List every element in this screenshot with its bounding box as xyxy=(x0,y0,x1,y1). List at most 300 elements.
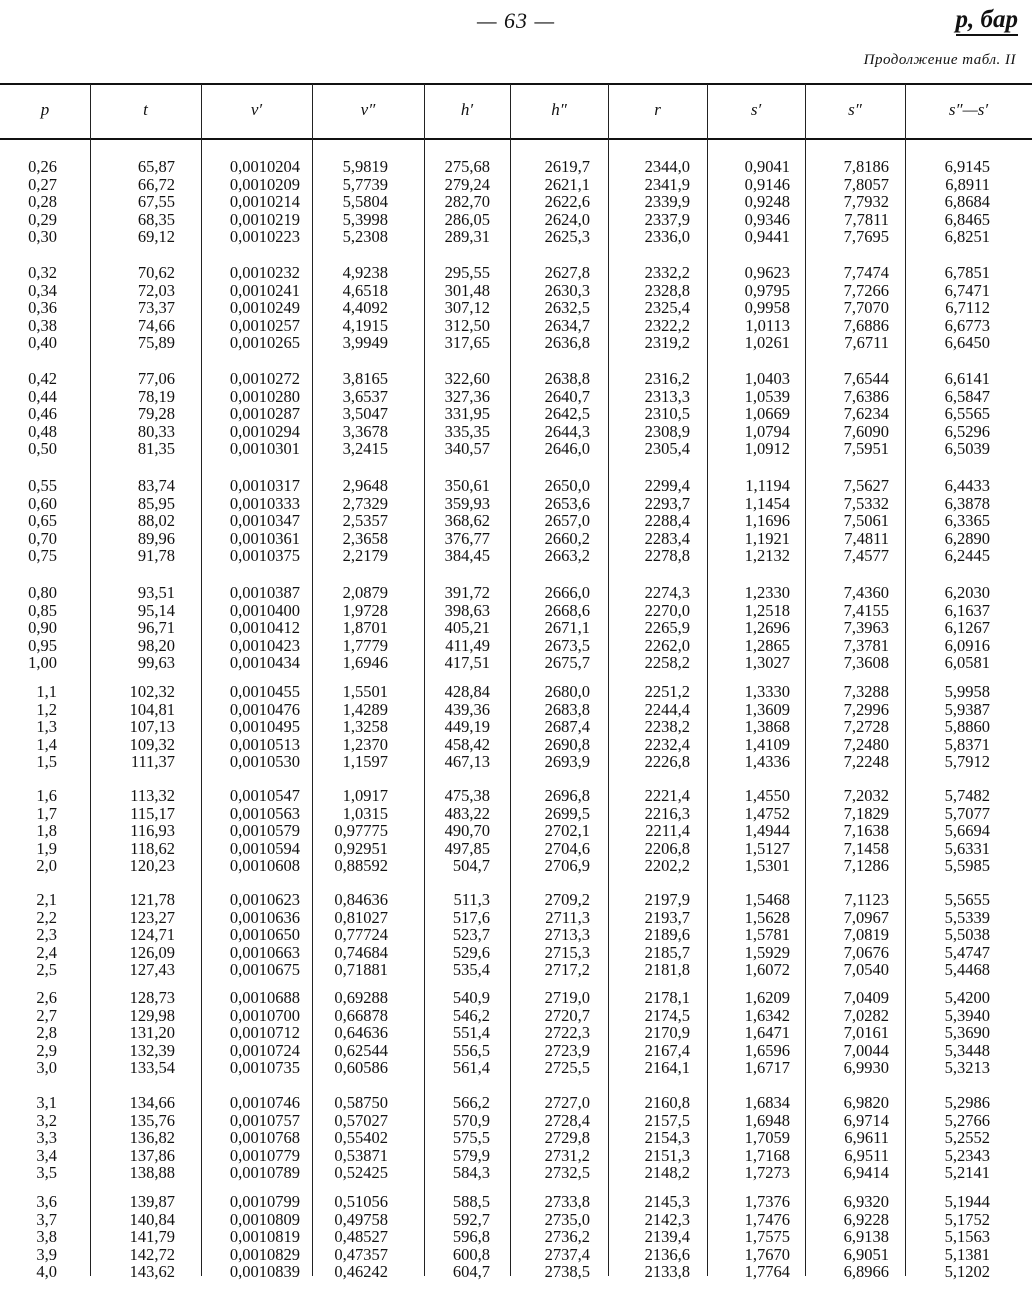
cell-t: 138,88 xyxy=(129,1163,175,1183)
cell-r: 2325,4 xyxy=(644,298,690,318)
cell-p: 0,90 xyxy=(28,618,57,638)
cell-v-double-prime: 0,55402 xyxy=(334,1128,388,1148)
cell-h-prime: 546,2 xyxy=(452,1005,490,1025)
cell-v-prime: 0,0010412 xyxy=(229,618,300,638)
table-row xyxy=(0,282,1032,300)
cell-r: 2133,8 xyxy=(644,1262,690,1282)
cell-h-double-prime: 2736,2 xyxy=(544,1227,590,1247)
cell-h-double-prime: 2719,0 xyxy=(544,988,590,1007)
cell-t: 128,73 xyxy=(129,988,175,1007)
cell-h-prime: 286,05 xyxy=(444,209,490,229)
table-row xyxy=(0,1024,1032,1042)
cell-v-double-prime: 0,46242 xyxy=(334,1262,388,1282)
cell-v-double-prime: 0,66878 xyxy=(334,1005,388,1025)
cell-h-double-prime: 2687,4 xyxy=(544,717,590,737)
cell-h-double-prime: 2680,0 xyxy=(544,682,590,701)
cell-r: 2211,4 xyxy=(645,821,690,841)
cell-h-double-prime: 2622,6 xyxy=(544,192,590,212)
cell-t: 91,78 xyxy=(137,546,175,566)
cell-s-prime: 1,2518 xyxy=(744,600,790,620)
table-row xyxy=(0,334,1032,352)
cell-s-prime: 0,9958 xyxy=(744,298,790,318)
cell-p: 1,1 xyxy=(36,682,57,701)
cell-p: 2,1 xyxy=(36,890,57,909)
table-row xyxy=(0,637,1032,655)
cell-h-double-prime: 2727,0 xyxy=(544,1093,590,1112)
cell-t: 115,17 xyxy=(130,803,175,823)
cell-h-prime: 301,48 xyxy=(444,280,490,300)
cell-v-prime: 0,0010746 xyxy=(229,1093,300,1112)
cell-r: 2170,9 xyxy=(644,1023,690,1043)
cell-p: 0,95 xyxy=(28,635,57,655)
cell-t: 134,66 xyxy=(129,1093,175,1112)
cell-h-double-prime: 2621,1 xyxy=(544,174,590,194)
cell-h-double-prime: 2640,7 xyxy=(544,386,590,406)
cell-s-prime: 1,2132 xyxy=(744,546,790,566)
cell-v-prime: 0,0010650 xyxy=(229,925,300,945)
cell-h-double-prime: 2711,3 xyxy=(545,907,590,927)
cell-s-prime: 0,9795 xyxy=(744,280,790,300)
cell-p: 0,30 xyxy=(28,227,57,247)
cell-s-double-prime: 7,6544 xyxy=(843,369,889,388)
cell-v-prime: 0,0010724 xyxy=(229,1040,300,1060)
cell-v-prime: 0,0010663 xyxy=(229,942,300,962)
cell-t: 75,89 xyxy=(137,333,175,353)
cell-t: 104,81 xyxy=(129,699,175,719)
cell-h-prime: 540,9 xyxy=(452,988,490,1007)
cell-s-diff: 6,7851 xyxy=(944,263,990,282)
table-row xyxy=(0,299,1032,317)
cell-r: 2251,2 xyxy=(644,682,690,701)
cell-h-prime: 566,2 xyxy=(452,1093,490,1112)
cell-s-double-prime: 7,0161 xyxy=(843,1023,889,1043)
cell-r: 2151,3 xyxy=(644,1145,690,1165)
table-row xyxy=(0,405,1032,423)
cell-s-diff: 6,5565 xyxy=(944,404,990,424)
cell-s-diff: 5,4200 xyxy=(944,988,990,1007)
cell-s-prime: 1,7376 xyxy=(744,1192,790,1211)
cell-p: 3,3 xyxy=(36,1128,57,1148)
cell-v-double-prime: 0,97775 xyxy=(334,821,388,841)
cell-s-double-prime: 7,6090 xyxy=(843,421,889,441)
cell-v-double-prime: 0,88592 xyxy=(334,856,388,876)
cell-v-prime: 0,0010265 xyxy=(229,333,300,353)
cell-p: 1,7 xyxy=(36,803,57,823)
table-row xyxy=(0,495,1032,513)
cell-s-prime: 1,6342 xyxy=(744,1005,790,1025)
cell-h-prime: 368,62 xyxy=(444,511,490,531)
cell-h-double-prime: 2706,9 xyxy=(544,856,590,876)
cell-h-prime: 467,13 xyxy=(444,752,490,772)
cell-r: 2202,2 xyxy=(644,856,690,876)
cell-s-diff: 6,6773 xyxy=(944,315,990,335)
cell-r: 2226,8 xyxy=(644,752,690,772)
cell-t: 142,72 xyxy=(129,1244,175,1264)
cell-t: 93,51 xyxy=(137,583,175,602)
cell-s-diff: 6,7471 xyxy=(944,280,990,300)
cell-s-prime: 1,0794 xyxy=(744,421,790,441)
cell-h-prime: 335,35 xyxy=(444,421,490,441)
cell-s-double-prime: 6,9611 xyxy=(844,1128,889,1148)
cell-s-double-prime: 7,3288 xyxy=(843,682,889,701)
cell-s-double-prime: 7,4155 xyxy=(843,600,889,620)
cell-h-double-prime: 2713,3 xyxy=(544,925,590,945)
cell-v-double-prime: 5,2308 xyxy=(342,227,388,247)
cell-s-double-prime: 7,1286 xyxy=(843,856,889,876)
cell-t: 80,33 xyxy=(137,421,175,441)
cell-r: 2139,4 xyxy=(644,1227,690,1247)
cell-v-double-prime: 0,53871 xyxy=(334,1145,388,1165)
cell-h-prime: 497,85 xyxy=(444,838,490,858)
cell-h-prime: 475,38 xyxy=(444,786,490,805)
cell-s-diff: 5,4468 xyxy=(944,960,990,980)
cell-v-double-prime: 1,4289 xyxy=(342,699,388,719)
table-row xyxy=(0,654,1032,672)
cell-s-prime: 1,2330 xyxy=(744,583,790,602)
cell-p: 0,27 xyxy=(28,174,57,194)
table-row xyxy=(0,805,1032,823)
cell-s-double-prime: 7,8186 xyxy=(843,157,889,176)
cell-s-double-prime: 6,9228 xyxy=(843,1209,889,1229)
cell-h-double-prime: 2735,0 xyxy=(544,1209,590,1229)
column-header-v-prime: v′ xyxy=(250,100,263,119)
cell-v-prime: 0,0010455 xyxy=(229,682,300,701)
cell-v-prime: 0,0010361 xyxy=(229,528,300,548)
table-row xyxy=(0,228,1032,246)
table-row xyxy=(0,477,1032,495)
cell-s-diff: 6,5039 xyxy=(944,439,990,459)
cell-s-diff: 5,2552 xyxy=(944,1128,990,1148)
cell-s-prime: 1,0912 xyxy=(744,439,790,459)
cell-h-double-prime: 2644,3 xyxy=(544,421,590,441)
table-row xyxy=(0,718,1032,736)
table-row xyxy=(0,584,1032,602)
cell-t: 113,32 xyxy=(130,786,175,805)
cell-s-diff: 6,7112 xyxy=(945,298,990,318)
table-row xyxy=(0,440,1032,458)
cell-s-double-prime: 7,7266 xyxy=(843,280,889,300)
row-group xyxy=(0,370,1032,458)
cell-p: 0,36 xyxy=(28,298,57,318)
cell-s-prime: 0,9146 xyxy=(744,174,790,194)
cell-r: 2238,2 xyxy=(644,717,690,737)
cell-s-double-prime: 7,7811 xyxy=(844,209,889,229)
cell-s-diff: 5,1944 xyxy=(944,1192,990,1211)
cell-h-double-prime: 2675,7 xyxy=(544,653,590,673)
cell-v-prime: 0,0010608 xyxy=(229,856,300,876)
cell-h-prime: 282,70 xyxy=(444,192,490,212)
cell-v-prime: 0,0010280 xyxy=(229,386,300,406)
cell-v-double-prime: 0,77724 xyxy=(334,925,388,945)
cell-h-double-prime: 2673,5 xyxy=(544,635,590,655)
cell-v-double-prime: 4,9238 xyxy=(342,263,388,282)
cell-s-diff: 6,0581 xyxy=(944,653,990,673)
cell-v-double-prime: 5,7739 xyxy=(342,174,388,194)
cell-h-double-prime: 2702,1 xyxy=(544,821,590,841)
cell-h-double-prime: 2720,7 xyxy=(544,1005,590,1025)
cell-h-prime: 504,7 xyxy=(452,856,490,876)
cell-v-prime: 0,0010257 xyxy=(229,315,300,335)
cell-h-prime: 584,3 xyxy=(452,1163,490,1183)
cell-s-prime: 1,6948 xyxy=(744,1110,790,1130)
cell-h-prime: 588,5 xyxy=(452,1192,490,1211)
cell-t: 96,71 xyxy=(137,618,175,638)
cell-s-prime: 1,7059 xyxy=(744,1128,790,1148)
cell-v-prime: 0,0010839 xyxy=(229,1262,300,1282)
cell-s-prime: 1,0113 xyxy=(745,315,790,335)
cell-v-double-prime: 3,2415 xyxy=(342,439,388,459)
cell-s-prime: 0,9041 xyxy=(744,157,790,176)
cell-r: 2154,3 xyxy=(644,1128,690,1148)
cell-t: 81,35 xyxy=(137,439,175,459)
cell-t: 120,23 xyxy=(129,856,175,876)
cell-s-double-prime: 6,9714 xyxy=(843,1110,889,1130)
cell-v-prime: 0,0010688 xyxy=(229,988,300,1007)
cell-v-prime: 0,0010700 xyxy=(229,1005,300,1025)
cell-v-prime: 0,0010547 xyxy=(229,786,300,805)
cell-v-prime: 0,0010209 xyxy=(229,174,300,194)
cell-s-double-prime: 7,3781 xyxy=(843,635,889,655)
table-row xyxy=(0,317,1032,335)
cell-s-double-prime: 7,7695 xyxy=(843,227,889,247)
row-group xyxy=(0,891,1032,979)
cell-v-double-prime: 0,58750 xyxy=(334,1093,388,1112)
table-row xyxy=(0,1042,1032,1060)
cell-h-double-prime: 2709,2 xyxy=(544,890,590,909)
cell-s-diff: 5,7077 xyxy=(944,803,990,823)
cell-h-double-prime: 2630,3 xyxy=(544,280,590,300)
cell-v-double-prime: 2,7329 xyxy=(342,493,388,513)
cell-t: 132,39 xyxy=(129,1040,175,1060)
cell-r: 2178,1 xyxy=(644,988,690,1007)
cell-v-prime: 0,0010579 xyxy=(229,821,300,841)
cell-v-prime: 0,0010819 xyxy=(229,1227,300,1247)
page-number: — 63 — xyxy=(476,8,556,33)
cell-r: 2288,4 xyxy=(644,511,690,531)
table-row xyxy=(0,1211,1032,1229)
cell-v-double-prime: 0,62544 xyxy=(334,1040,388,1060)
cell-s-prime: 1,3868 xyxy=(744,717,790,737)
cell-h-prime: 289,31 xyxy=(444,227,490,247)
column-header-p: p xyxy=(40,100,50,119)
cell-p: 0,85 xyxy=(28,600,57,620)
cell-t: 121,78 xyxy=(129,890,175,909)
table-row xyxy=(0,944,1032,962)
table-row xyxy=(0,370,1032,388)
cell-h-prime: 483,22 xyxy=(444,803,490,823)
cell-s-prime: 1,5468 xyxy=(744,890,790,909)
cell-r: 2160,8 xyxy=(644,1093,690,1112)
cell-p: 0,34 xyxy=(28,280,57,300)
cell-r: 2337,9 xyxy=(644,209,690,229)
cell-s-double-prime: 7,0540 xyxy=(843,960,889,980)
cell-v-double-prime: 1,6946 xyxy=(342,653,388,673)
cell-s-double-prime: 7,6234 xyxy=(843,404,889,424)
cell-h-prime: 398,63 xyxy=(444,600,490,620)
cell-s-prime: 1,7764 xyxy=(744,1262,790,1282)
cell-s-prime: 1,6209 xyxy=(744,988,790,1007)
cell-s-diff: 6,2445 xyxy=(944,546,990,566)
cell-p: 3,8 xyxy=(36,1227,57,1247)
cell-t: 73,37 xyxy=(137,298,175,318)
cell-h-double-prime: 2696,8 xyxy=(544,786,590,805)
cell-s-double-prime: 6,9820 xyxy=(843,1093,889,1112)
cell-r: 2258,2 xyxy=(644,653,690,673)
cell-h-double-prime: 2738,5 xyxy=(544,1262,590,1282)
cell-h-double-prime: 2690,8 xyxy=(544,734,590,754)
cell-s-prime: 1,6471 xyxy=(744,1023,790,1043)
cell-s-diff: 5,1563 xyxy=(944,1227,990,1247)
table-row xyxy=(0,1112,1032,1130)
cell-s-double-prime: 7,0044 xyxy=(843,1040,889,1060)
cell-h-prime: 439,36 xyxy=(444,699,490,719)
row-group xyxy=(0,683,1032,771)
cell-r: 2157,5 xyxy=(644,1110,690,1130)
column-header-r: r xyxy=(654,100,661,119)
cell-s-prime: 1,2865 xyxy=(744,635,790,655)
cell-s-prime: 1,7575 xyxy=(744,1227,790,1247)
cell-s-double-prime: 7,2480 xyxy=(843,734,889,754)
cell-p: 0,26 xyxy=(28,157,57,176)
cell-v-prime: 0,0010400 xyxy=(229,600,300,620)
cell-s-double-prime: 7,8057 xyxy=(843,174,889,194)
cell-r: 2278,8 xyxy=(644,546,690,566)
cell-v-double-prime: 4,1915 xyxy=(342,315,388,335)
cell-h-double-prime: 2671,1 xyxy=(544,618,590,638)
cell-r: 2310,5 xyxy=(644,404,690,424)
cell-h-double-prime: 2657,0 xyxy=(544,511,590,531)
table-row xyxy=(0,193,1032,211)
cell-p: 0,38 xyxy=(28,315,57,335)
cell-r: 2167,4 xyxy=(644,1040,690,1060)
table-row xyxy=(0,158,1032,176)
cell-s-prime: 1,4336 xyxy=(744,752,790,772)
cell-s-double-prime: 7,4360 xyxy=(843,583,889,602)
cell-v-prime: 0,0010675 xyxy=(229,960,300,980)
cell-s-diff: 5,3940 xyxy=(944,1005,990,1025)
cell-s-prime: 1,0669 xyxy=(744,404,790,424)
cell-r: 2142,3 xyxy=(644,1209,690,1229)
cell-s-double-prime: 7,7932 xyxy=(843,192,889,212)
cell-s-diff: 5,1752 xyxy=(944,1209,990,1229)
cell-v-prime: 0,0010476 xyxy=(229,699,300,719)
cell-s-diff: 5,7482 xyxy=(944,786,990,805)
cell-h-double-prime: 2725,5 xyxy=(544,1058,590,1078)
cell-t: 133,54 xyxy=(129,1058,175,1078)
cell-s-diff: 5,9958 xyxy=(944,682,990,701)
cell-r: 2293,7 xyxy=(644,493,690,513)
cell-s-diff: 6,3365 xyxy=(944,511,990,531)
cell-p: 0,46 xyxy=(28,404,57,424)
table-row xyxy=(0,701,1032,719)
cell-h-double-prime: 2666,0 xyxy=(544,583,590,602)
cell-r: 2322,2 xyxy=(644,315,690,335)
cell-v-double-prime: 2,0879 xyxy=(342,583,388,602)
cell-h-prime: 575,5 xyxy=(452,1128,490,1148)
cell-h-double-prime: 2663,2 xyxy=(544,546,590,566)
cell-t: 65,87 xyxy=(137,157,175,176)
cell-p: 0,42 xyxy=(28,369,57,388)
cell-p: 2,4 xyxy=(36,942,57,962)
cell-s-double-prime: 7,0282 xyxy=(843,1005,889,1025)
cell-s-double-prime: 7,6386 xyxy=(843,386,889,406)
cell-s-prime: 1,3330 xyxy=(744,682,790,701)
cell-v-double-prime: 3,8165 xyxy=(342,369,388,388)
cell-t: 66,72 xyxy=(137,174,175,194)
cell-s-diff: 5,2986 xyxy=(944,1093,990,1112)
row-group xyxy=(0,158,1032,246)
cell-r: 2344,0 xyxy=(644,157,690,176)
cell-s-double-prime: 7,2032 xyxy=(843,786,889,805)
cell-s-diff: 5,5655 xyxy=(944,890,990,909)
cell-v-prime: 0,0010563 xyxy=(229,803,300,823)
cell-v-prime: 0,0010779 xyxy=(229,1145,300,1165)
table-row xyxy=(0,1263,1032,1281)
cell-s-prime: 1,4752 xyxy=(744,803,790,823)
cell-p: 2,2 xyxy=(36,907,57,927)
cell-r: 2232,4 xyxy=(644,734,690,754)
cell-v-prime: 0,0010423 xyxy=(229,635,300,655)
table-row xyxy=(0,683,1032,701)
cell-h-double-prime: 2683,8 xyxy=(544,699,590,719)
cell-v-prime: 0,0010333 xyxy=(229,493,300,513)
cell-v-double-prime: 4,6518 xyxy=(342,280,388,300)
cell-p: 1,2 xyxy=(36,699,57,719)
cell-s-double-prime: 7,1458 xyxy=(843,838,889,858)
cell-v-double-prime: 2,5357 xyxy=(342,511,388,531)
cell-s-diff: 6,0916 xyxy=(944,635,990,655)
cell-s-prime: 1,7670 xyxy=(744,1244,790,1264)
cell-r: 2299,4 xyxy=(644,476,690,495)
cell-v-prime: 0,0010219 xyxy=(229,209,300,229)
cell-p: 3,9 xyxy=(36,1244,57,1264)
table-row xyxy=(0,512,1032,530)
cell-s-diff: 5,1381 xyxy=(944,1244,990,1264)
cell-s-double-prime: 7,1123 xyxy=(844,890,889,909)
cell-v-double-prime: 3,9949 xyxy=(342,333,388,353)
cell-v-double-prime: 0,92951 xyxy=(334,838,388,858)
cell-h-prime: 322,60 xyxy=(444,369,490,388)
cell-t: 68,35 xyxy=(137,209,175,229)
cell-r: 2148,2 xyxy=(644,1163,690,1183)
cell-s-prime: 1,1921 xyxy=(744,528,790,548)
cell-r: 2181,8 xyxy=(644,960,690,980)
cell-v-prime: 0,0010829 xyxy=(229,1244,300,1264)
cell-p: 0,44 xyxy=(28,386,57,406)
cell-v-double-prime: 3,5047 xyxy=(342,404,388,424)
cell-r: 2262,0 xyxy=(644,635,690,655)
cell-s-double-prime: 7,0676 xyxy=(843,942,889,962)
cell-h-prime: 592,7 xyxy=(452,1209,490,1229)
cell-t: 139,87 xyxy=(129,1192,175,1211)
cell-s-diff: 5,8860 xyxy=(944,717,990,737)
cell-s-diff: 5,1202 xyxy=(944,1262,990,1282)
cell-s-prime: 0,9346 xyxy=(744,209,790,229)
column-header-h-double-prime: h″ xyxy=(551,100,567,119)
cell-s-prime: 1,6834 xyxy=(744,1093,790,1112)
cell-h-prime: 579,9 xyxy=(452,1145,490,1165)
cell-p: 3,4 xyxy=(36,1145,57,1165)
cell-t: 70,62 xyxy=(137,263,175,282)
cell-t: 126,09 xyxy=(129,942,175,962)
cell-h-prime: 523,7 xyxy=(452,925,490,945)
cell-v-prime: 0,0010387 xyxy=(229,583,300,602)
cell-s-prime: 1,7273 xyxy=(744,1163,790,1183)
table-row xyxy=(0,1228,1032,1246)
cell-s-prime: 1,1696 xyxy=(744,511,790,531)
cell-r: 2316,2 xyxy=(644,369,690,388)
cell-v-prime: 0,0010347 xyxy=(229,511,300,531)
